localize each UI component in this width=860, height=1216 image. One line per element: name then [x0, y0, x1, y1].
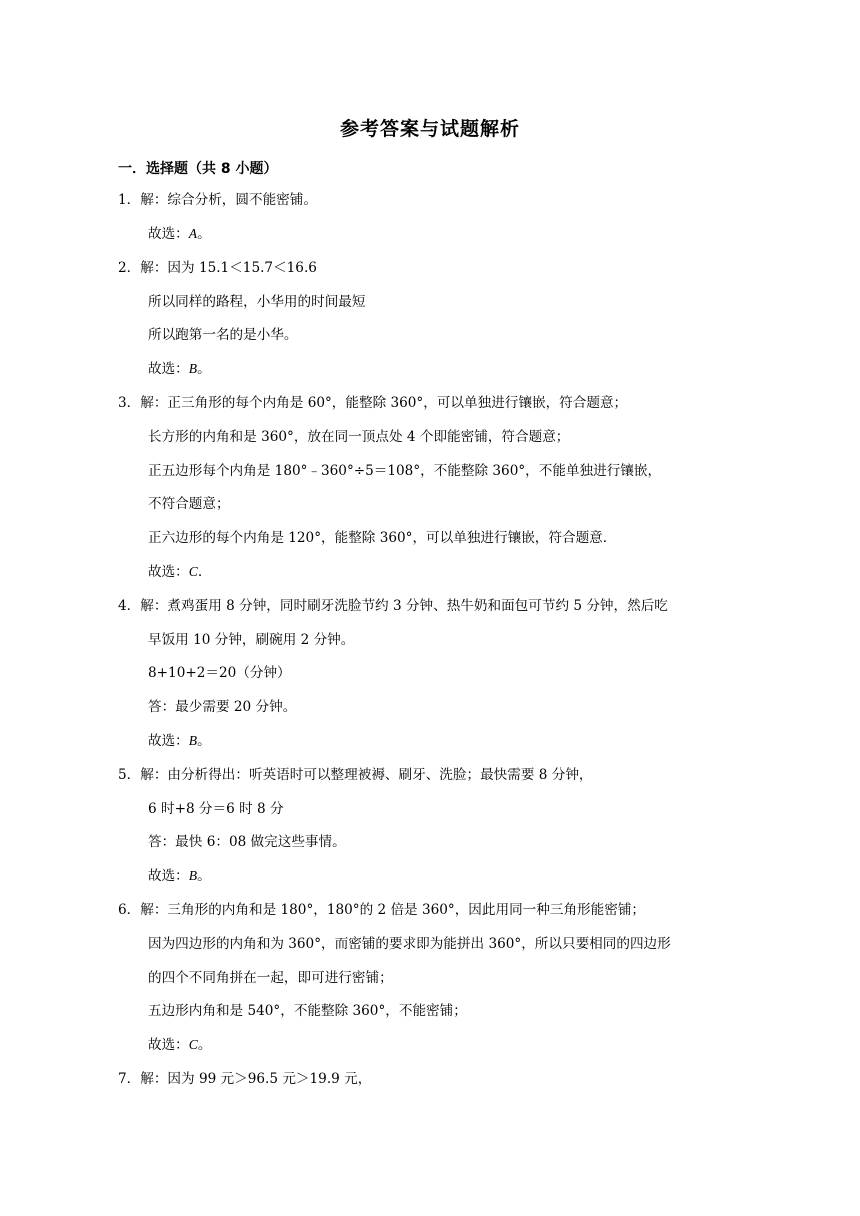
- q2-line-3: 所以跑第一名的是小华。: [148, 327, 298, 343]
- q6-line-4: 五边形内角和是 540°，不能整除 360°，不能密铺；: [148, 1003, 467, 1019]
- q3-line-3: 正五边形每个内角是 180°﹣360°÷5＝108°，不能整除 360°，不能单独进行镶嵌，: [148, 463, 662, 479]
- q4-line-3: 8+10+2＝20（分钟）: [148, 665, 291, 681]
- q4-line-2: 早饭用 10 分钟，刷碗用 2 分钟。: [148, 632, 355, 648]
- q6-line-2: 因为四边形的内角和为 360°，而密铺的要求即为能拼出 360°，所以只要相同的四边形: [148, 936, 671, 952]
- q4-answer: 故选：B。: [148, 733, 211, 749]
- section-heading: 一．选择题（共 8 小题）: [118, 161, 278, 177]
- q2-line-1: 2．解：因为 15.1＜15.7＜16.6: [118, 260, 317, 276]
- q2-answer: 故选：B。: [148, 361, 211, 377]
- q5-line-1: 5．解：由分析得出：听英语时可以整理被褥、刷牙、洗脸；最快需要 8 分钟，: [118, 767, 593, 783]
- q2-line-2: 所以同样的路程，小华用的时间最短: [148, 294, 366, 310]
- q3-line-2: 长方形的内角和是 360°，放在同一顶点处 4 个即能密铺，符合题意；: [148, 429, 570, 445]
- q6-line-1: 6．解：三角形的内角和是 180°，180°的 2 倍是 360°，因此用同一种三角形能密铺；: [118, 902, 646, 918]
- q4-line-4: 答：最少需要 20 分钟。: [148, 699, 297, 715]
- q3-line-1: 3．解：正三角形的每个内角是 60°，能整除 360°，可以单独进行镶嵌，符合题意；: [118, 395, 628, 411]
- q3-line-4: 不符合题意；: [148, 496, 230, 512]
- q1-line-1: 1．解：综合分析，圆不能密铺。: [118, 192, 317, 208]
- page-title: 参考答案与试题解析: [339, 118, 520, 140]
- q5-line-3: 答：最快 6：08 做完这些事情。: [148, 834, 346, 850]
- q4-line-1: 4．解：煮鸡蛋用 8 分钟，同时刷牙洗脸节约 3 分钟、热牛奶和面包可节约 5 分钟，然后吃: [118, 598, 668, 614]
- q5-answer: 故选：B。: [148, 868, 211, 884]
- q3-line-5: 正六边形的每个内角是 120°，能整除 360°，可以单独进行镶嵌，符合题意．: [148, 530, 617, 546]
- q6-line-3: 的四个不同角拼在一起，即可进行密铺；: [148, 970, 393, 986]
- q3-answer: 故选：C.: [148, 564, 203, 580]
- q5-line-2: 6 时+8 分＝6 时 8 分: [148, 801, 284, 817]
- q1-answer: 故选：A。: [148, 226, 211, 242]
- q7-line-1: 7．解：因为 99 元＞96.5 元＞19.9 元，: [118, 1071, 372, 1087]
- q6-answer: 故选：C。: [148, 1037, 212, 1053]
